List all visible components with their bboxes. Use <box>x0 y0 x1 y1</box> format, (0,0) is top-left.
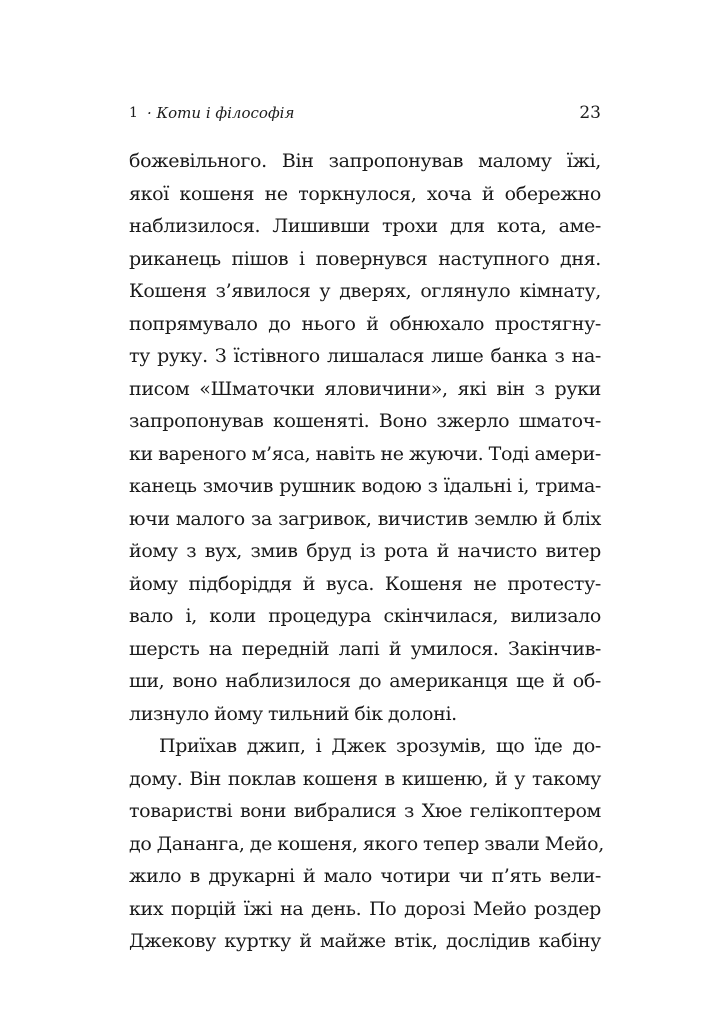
text-line: до Дананга, де кошеня, якого тепер звали Мейо, <box>129 832 604 855</box>
text-line: писом «Шматочки яловичини», які він з руки <box>129 377 601 400</box>
text-line: вало і, коли процедура скінчилася, вилизало <box>129 605 601 627</box>
text-line: Приїхав джип, і Джек зрозумів, що їде до- <box>159 735 601 757</box>
text-line: йому підборіддя й вуса. Кошеня не протесту- <box>129 572 601 595</box>
running-header <box>129 98 601 128</box>
text-line: жило в друкарні й мало чотири чи п’ять вели- <box>129 865 601 887</box>
text-line: товаристві вони вибралися з Хюе гелікоптером <box>129 800 601 822</box>
text-line: Кошеня з’явилося у дверях, оглянуло кімнату, <box>129 280 601 302</box>
text-line: Джекову куртку й майже втік, дослідив кабіну <box>129 930 601 952</box>
text-line: канець змочив рушник водою з їдальні і, трима- <box>129 475 601 497</box>
text-line: лизнуло йому тильний бік долоні. <box>129 702 457 725</box>
text-line: ши, воно наблизилося до американця ще й об- <box>129 670 601 692</box>
text-line: ки вареного м’яса, навіть не жуючи. Тоді амери- <box>129 442 601 465</box>
text-line: риканець пішов і повернувся наступного дня. <box>129 247 601 270</box>
chapter-title: · Коти і філософія <box>147 104 295 122</box>
text-line: шерсть на передній лапі й умилося. Закінчив- <box>129 637 601 660</box>
text-line: запропонував кошеняті. Воно зжерло шматоч- <box>129 410 601 432</box>
chapter-number: 1 <box>129 105 138 121</box>
body-text <box>129 145 604 958</box>
page-number: 23 <box>579 103 601 123</box>
text-line: божевільного. Він запропонував малому їжі, <box>129 150 601 172</box>
paragraph <box>129 730 604 958</box>
text-line: наблизилося. Лишивши трохи для кота, аме- <box>129 215 601 237</box>
text-line: ту руку. З їстівного лишалася лише банка з на- <box>129 345 601 367</box>
text-line: дому. Він поклав кошеня в кишеню, й у такому <box>129 767 601 790</box>
text-line: ючи малого за загривок, вичистив землю й бліх <box>129 507 601 530</box>
text-line: ких порцій їжі на день. По дорозі Мейо роздер <box>129 897 601 920</box>
paragraph <box>129 145 601 730</box>
text-line: якої кошеня не торкнулося, хоча й обережно <box>129 182 601 205</box>
text-line: йому з вух, змив бруд із рота й начисто витер <box>129 540 601 562</box>
text-line: попрямувало до нього й обнюхало простягну- <box>129 312 601 335</box>
